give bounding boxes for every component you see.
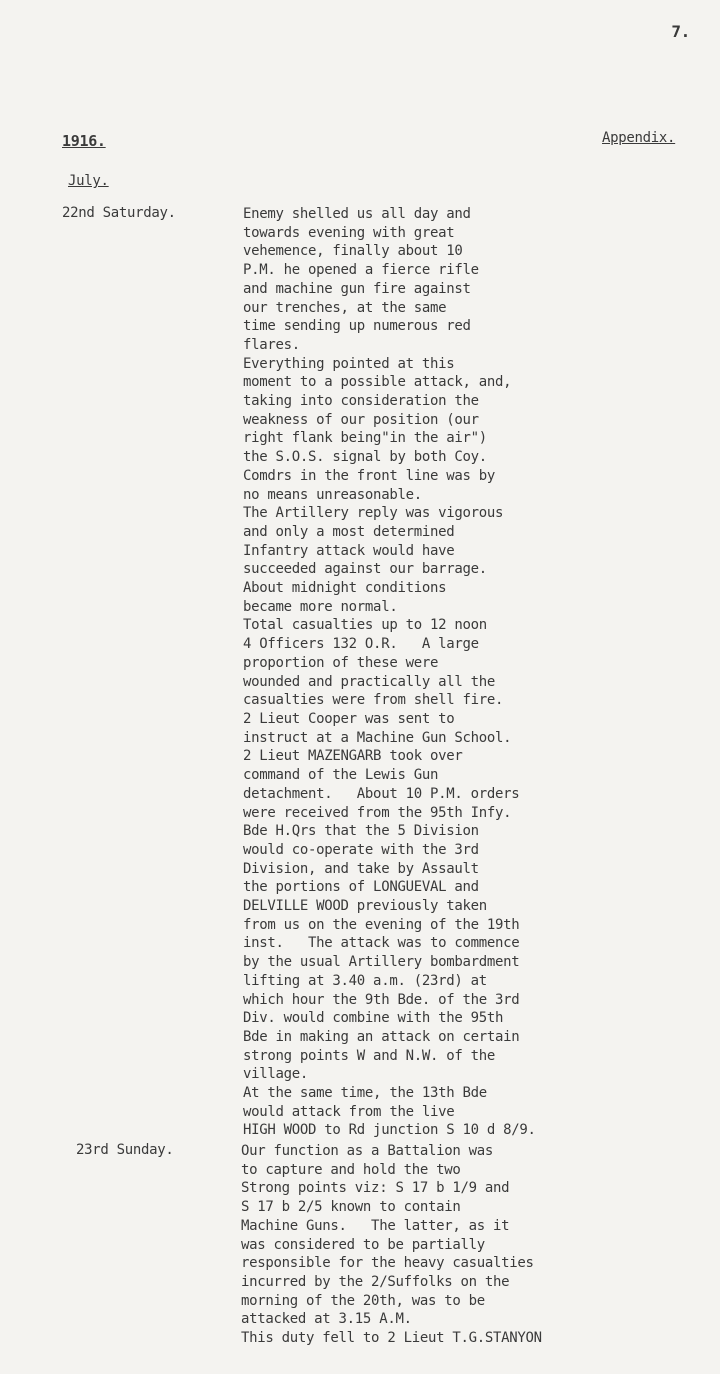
text-line: village. — [243, 1066, 309, 1083]
text-line: detachment. About 10 P.M. orders — [243, 785, 520, 802]
text-line: was considered to be partially — [241, 1236, 485, 1253]
text-line: taking into consideration the — [243, 393, 479, 410]
text-line: inst. The attack was to commence — [243, 935, 520, 952]
month-heading: July. — [68, 173, 109, 189]
text-line: Bde in making an attack on certain — [243, 1028, 520, 1045]
text-line: At the same time, the 13th Bde — [243, 1085, 487, 1102]
text-line: wounded and practically all the — [243, 673, 495, 690]
text-line: About midnight conditions — [243, 580, 447, 597]
text-line: lifting at 3.40 a.m. (23rd) at — [243, 972, 487, 989]
text-line: Our function as a Battalion was — [241, 1143, 493, 1159]
text-line: This duty fell to 2 Lieut T.G.STANYON — [241, 1330, 542, 1347]
year-heading: 1916. — [62, 132, 106, 150]
text-line: Strong points viz: S 17 b 1/9 and — [241, 1180, 510, 1197]
text-line: would co-operate with the 3rd — [243, 841, 479, 858]
text-line: S 17 b 2/5 known to contain — [241, 1199, 461, 1216]
text-line: P.M. he opened a fierce rifle — [243, 262, 479, 279]
entry-date-22nd: 22nd Saturday. — [62, 205, 176, 221]
text-line: Infantry attack would have — [243, 542, 455, 559]
text-line: vehemence, finally about 10 — [243, 243, 463, 260]
text-line: attacked at 3.15 A.M. — [241, 1311, 412, 1328]
text-line: became more normal. — [243, 598, 398, 615]
entry-date-23rd: 23rd Sunday. — [76, 1142, 174, 1158]
text-line: strong points W and N.W. of the — [243, 1047, 495, 1064]
text-line: The Artillery reply was vigorous — [243, 505, 504, 522]
text-line: Div. would combine with the 95th — [243, 1010, 504, 1027]
text-line: HIGH WOOD to Rd junction S 10 d 8/9. — [243, 1122, 536, 1139]
text-line: by the usual Artillery bombardment — [243, 954, 520, 971]
text-line: 4 Officers 132 O.R. A large — [243, 636, 479, 653]
text-line: morning of the 20th, was to be — [241, 1292, 485, 1309]
text-line: Division, and take by Assault — [243, 860, 479, 877]
text-line: responsible for the heavy casualties — [241, 1255, 534, 1272]
text-line: instruct at a Machine Gun School. — [243, 729, 512, 746]
text-line: no means unreasonable. — [243, 486, 422, 503]
appendix-heading: Appendix. — [602, 130, 676, 146]
text-line: Comdrs in the front line was by — [243, 467, 495, 484]
text-line: Total casualties up to 12 noon — [243, 617, 487, 634]
text-line: to capture and hold the two — [241, 1161, 461, 1178]
text-line: and only a most determined — [243, 523, 455, 540]
text-line: were received from the 95th Infy. — [243, 804, 512, 821]
text-line: weakness of our position (our — [243, 411, 479, 428]
text-line: would attack from the live — [243, 1103, 455, 1120]
text-line: 2 Lieut Cooper was sent to — [243, 710, 455, 727]
text-line: DELVILLE WOOD previously taken — [243, 898, 487, 915]
text-line: Enemy shelled us all day and — [243, 206, 471, 222]
text-line: our trenches, at the same — [243, 299, 447, 316]
text-line: Bde H.Qrs that the 5 Division — [243, 823, 479, 840]
text-line: which hour the 9th Bde. of the 3rd — [243, 991, 520, 1008]
text-line: moment to a possible attack, and, — [243, 374, 512, 391]
text-line: towards evening with great — [243, 224, 455, 241]
text-line: Machine Guns. The latter, as it — [241, 1217, 510, 1234]
text-line: Everything pointed at this — [243, 355, 455, 372]
text-line: the S.O.S. signal by both Coy. — [243, 449, 487, 466]
text-line: succeeded against our barrage. — [243, 561, 487, 578]
text-line: right flank being"in the air") — [243, 430, 487, 447]
text-line: command of the Lewis Gun — [243, 767, 439, 784]
text-line: casualties were from shell fire. — [243, 692, 504, 709]
text-line: 2 Lieut MAZENGARB took over — [243, 748, 463, 765]
entry-body-22nd — [243, 205, 713, 1140]
text-line: from us on the evening of the 19th — [243, 916, 520, 933]
text-line: flares. — [243, 336, 300, 353]
text-line: and machine gun fire against — [243, 280, 471, 297]
text-line: the portions of LONGUEVAL and — [243, 879, 479, 896]
page-number: 7. — [671, 22, 690, 41]
text-line: time sending up numerous red — [243, 318, 471, 335]
entry-body-23rd — [241, 1142, 711, 1348]
text-line: proportion of these were — [243, 654, 439, 671]
text-line: incurred by the 2/Suffolks on the — [241, 1273, 510, 1290]
